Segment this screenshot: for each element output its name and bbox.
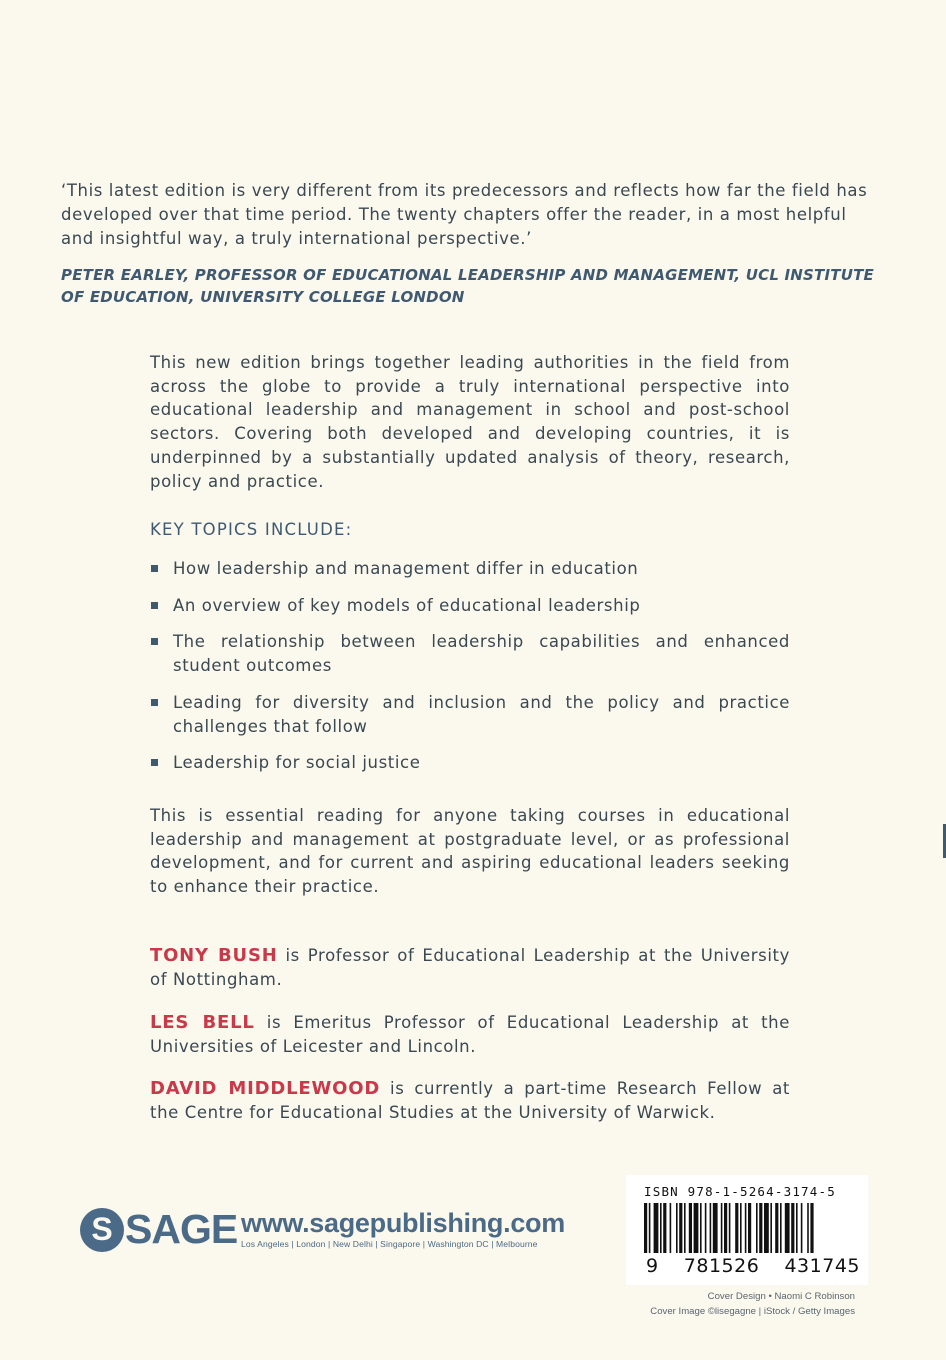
square-bullet-icon (151, 699, 158, 706)
cover-image-credit: Cover Image ©lisegagne | iStock / Getty Images (650, 1306, 855, 1317)
publisher-cities: Los Angeles | London | New Delhi | Singapore | Washington DC | Melbourne (241, 1239, 538, 1249)
quote-attribution: PETER EARLEY, PROFESSOR OF EDUCATIONAL LEADERSHIP AND MANAGEMENT, UCL INSTITUTE OF EDUCATION, UNIVERSITY COLLEGE LONDON (61, 266, 874, 306)
list-item: How leadership and management differ in education (150, 557, 790, 581)
list-item: Leadership for social justice (150, 751, 790, 775)
author-bio-middlewood (150, 1077, 790, 1124)
author-bio: is currently a part-time Research Fellow at the Centre for Educational Studies at the University of Warwick. (150, 1079, 790, 1122)
publisher-site (241, 1208, 565, 1249)
square-bullet-icon (151, 602, 158, 609)
isbn-barcode (626, 1175, 868, 1285)
square-bullet-icon (151, 565, 158, 572)
cover-design-credit: Cover Design • Naomi C Robinson (707, 1291, 855, 1302)
author-name: LES BELL (150, 1012, 255, 1033)
sage-s-icon: S (80, 1208, 124, 1252)
publisher-url[interactable]: www.sagepublishing.com (241, 1208, 565, 1238)
closing-paragraph: This is essential reading for anyone taking courses in educational leadership and management at postgraduate level, or as professional development, and for current and aspiring educational leaders seeking to enhance their practice. (150, 806, 790, 897)
endorsement-quote: ‘This latest edition is very different from its predecessors and reflects how far the field has developed over that time period. The twenty chapters offer the reader, in a most helpful and insightful way, a truly international perspective.’ (61, 181, 868, 248)
list-item: Leading for diversity and inclusion and the policy and practice challenges that follow (150, 691, 790, 738)
square-bullet-icon (151, 638, 158, 645)
author-bio-bush (150, 944, 790, 991)
key-topics-list (150, 557, 790, 788)
square-bullet-icon (151, 759, 158, 766)
sage-logo (80, 1207, 237, 1252)
list-item: An overview of key models of educational leadership (150, 594, 790, 618)
author-bio-bell (150, 1011, 790, 1058)
cover-credits (650, 1289, 855, 1319)
list-item: The relationship between leadership capabilities and enhanced student outcomes (150, 630, 790, 677)
author-name: DAVID MIDDLEWOOD (150, 1078, 381, 1099)
author-bio: is Emeritus Professor of Educational Leadership at the Universities of Leicester and Lincoln. (150, 1013, 790, 1056)
sage-wordmark: SAGE (125, 1206, 238, 1252)
author-name: TONY BUSH (150, 945, 278, 966)
barcode-icon (626, 1203, 868, 1253)
intro-section (150, 351, 790, 493)
author-bio: is Professor of Educational Leadership at the University of Nottingham. (150, 946, 790, 989)
barcode-digits: 9 781526 431745 (646, 1255, 860, 1277)
intro-paragraph: This new edition brings together leading authorities in the field from across the globe to provide a truly international perspective into educational leadership and management in school and post-school sectors. Covering both developed and developing countries, it is underpinned by a substantially updated analysis of theory, research, policy and practice. (150, 353, 790, 491)
key-topics-heading: KEY TOPICS INCLUDE: (150, 520, 353, 539)
isbn-label: ISBN 978-1-5264-3174-5 (644, 1184, 836, 1199)
closing-section (150, 804, 790, 899)
